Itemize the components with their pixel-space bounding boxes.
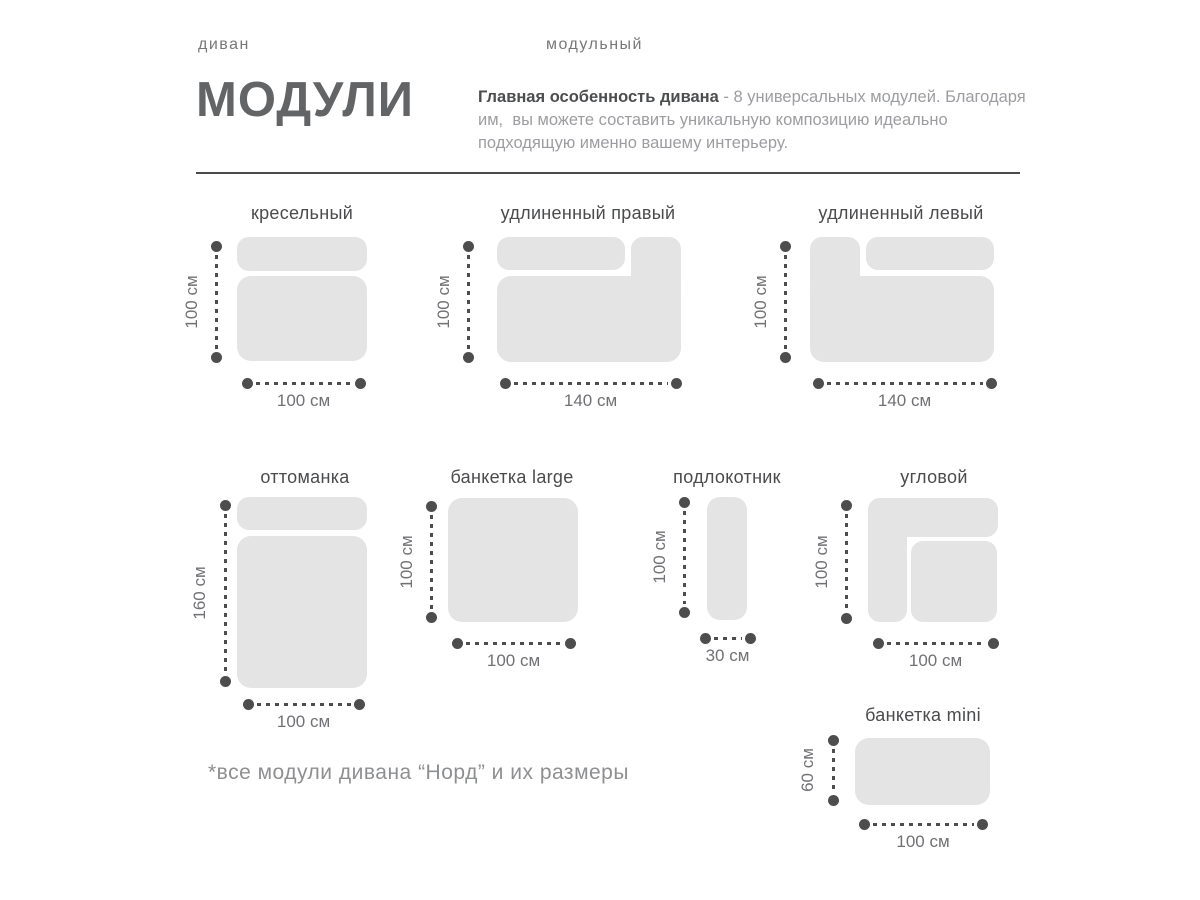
- dimension-dot: [671, 378, 682, 389]
- height-dimension: [797, 735, 839, 806]
- dimension-dot: [463, 352, 474, 363]
- armrest-shape: [707, 497, 747, 620]
- width-dimension: [859, 819, 988, 851]
- width-label: 140 см: [877, 390, 932, 410]
- dimension-dot: [220, 500, 231, 511]
- width-label: 30 см: [705, 645, 750, 665]
- description-text: [478, 86, 1026, 155]
- height-label: 160 см: [189, 566, 209, 620]
- header-word-left: диван: [198, 36, 250, 53]
- dimension-dot: [700, 633, 711, 644]
- dimension-dash-line: [224, 514, 227, 673]
- dimension-dot: [977, 819, 988, 830]
- dimension-dash-line: [256, 382, 352, 385]
- height-label: 100 см: [396, 534, 416, 589]
- width-dimension: [243, 699, 365, 731]
- dimension-dash-line: [467, 255, 470, 349]
- height-dimension: [811, 500, 852, 624]
- width-dimension: [242, 378, 366, 410]
- dimension-dot: [565, 638, 576, 649]
- dimension-dash-line: [430, 515, 433, 609]
- dimension-dot: [220, 676, 231, 687]
- dimension-dot: [354, 699, 365, 710]
- height-label: 100 см: [811, 534, 831, 589]
- dimension-dash-line: [466, 642, 562, 645]
- dimension-dot: [679, 497, 690, 508]
- dimension-dot: [988, 638, 999, 649]
- width-dimension: [873, 638, 999, 670]
- module-title-udlinennyy-levyy: удлиненный левый: [818, 203, 984, 223]
- dimension-dot: [828, 735, 839, 746]
- width-dimension: [500, 378, 682, 410]
- seat-shape: [810, 276, 994, 362]
- seat-shape: [237, 536, 367, 688]
- height-dimension: [189, 500, 231, 687]
- seat-shape: [911, 541, 997, 622]
- description-line1: - 8 универсальных модулей. Благодаря: [718, 88, 1026, 106]
- dimension-dash-line: [784, 255, 787, 349]
- width-label: 100 см: [896, 831, 950, 851]
- height-label: 100 см: [750, 274, 770, 329]
- corner-backrest-side-shape: [868, 498, 907, 622]
- module-title-uglovoy: угловой: [900, 467, 968, 487]
- dimension-dot: [841, 500, 852, 511]
- width-label: 100 см: [486, 650, 541, 670]
- module-title-udlinennyy-pravyy: удлиненный правый: [500, 203, 676, 223]
- dimension-dot: [780, 241, 791, 252]
- description-line2: им, вы можете составить уникальную композицию идеально: [478, 111, 948, 129]
- dimension-dot: [500, 378, 511, 389]
- module-title-banketka-mini: банкетка mini: [865, 705, 981, 725]
- dimension-dash-line: [683, 511, 686, 604]
- dimension-dot: [859, 819, 870, 830]
- width-label: 100 см: [276, 711, 331, 731]
- height-dimension: [181, 241, 222, 363]
- width-dimension: [813, 378, 997, 410]
- width-label: 100 см: [908, 650, 963, 670]
- height-label: 60 см: [797, 748, 817, 792]
- dimension-dash-line: [827, 382, 983, 385]
- height-dimension: [649, 497, 690, 618]
- height-dimension: [396, 501, 437, 623]
- dimension-dot: [211, 241, 222, 252]
- dimension-dash-line: [257, 703, 351, 706]
- page-title: МОДУЛИ: [196, 73, 415, 127]
- width-dimension: [452, 638, 576, 670]
- dimension-dot: [243, 699, 254, 710]
- height-label: 100 см: [181, 274, 201, 329]
- width-dimension: [700, 633, 756, 665]
- header-word-right: модульный: [546, 36, 643, 53]
- dimension-dash-line: [714, 637, 742, 640]
- seat-shape: [237, 276, 367, 361]
- dimension-dot: [355, 378, 366, 389]
- module-title-kreselnyy: кресельный: [250, 203, 354, 223]
- dimension-dot: [828, 795, 839, 806]
- seat-shape: [448, 498, 578, 622]
- dimension-dot: [745, 633, 756, 644]
- divider-line: [196, 172, 1020, 174]
- dimension-dot: [841, 613, 852, 624]
- dimension-dot: [211, 352, 222, 363]
- footnote-text: *все модули дивана “Норд” и их размеры: [208, 761, 629, 784]
- dimension-dash-line: [845, 514, 848, 610]
- dimension-dash-line: [514, 382, 668, 385]
- dimension-dash-line: [215, 255, 218, 349]
- backrest-shape: [497, 237, 625, 270]
- module-title-ottomanka: оттоманка: [260, 467, 350, 487]
- backrest-shape: [866, 237, 994, 270]
- description-bold: Главная особенность дивана: [478, 88, 719, 106]
- backrest-shape: [237, 237, 367, 271]
- dimension-dash-line: [832, 749, 835, 792]
- height-label: 100 см: [649, 530, 669, 584]
- dimension-dot: [463, 241, 474, 252]
- dimension-dot: [780, 352, 791, 363]
- module-title-banketka-large: банкетка large: [450, 467, 574, 487]
- module-title-podlokotnik: подлокотник: [673, 467, 781, 487]
- dimension-dot: [986, 378, 997, 389]
- height-label: 100 см: [433, 274, 453, 329]
- backrest-shape: [237, 497, 367, 530]
- dimension-dot: [426, 501, 437, 512]
- width-label: 100 см: [276, 390, 331, 410]
- seat-shape: [855, 738, 990, 805]
- height-dimension: [433, 241, 474, 363]
- dimension-dot: [679, 607, 690, 618]
- dimension-dot: [426, 612, 437, 623]
- dimension-dash-line: [873, 823, 974, 826]
- dimension-dot: [242, 378, 253, 389]
- description-line3: подходящую именно вашему интерьеру.: [478, 134, 789, 152]
- seat-shape: [497, 276, 681, 362]
- width-label: 140 см: [563, 390, 618, 410]
- dimension-dot: [452, 638, 463, 649]
- height-dimension: [750, 241, 791, 363]
- dimension-dot: [873, 638, 884, 649]
- dimension-dash-line: [887, 642, 985, 645]
- dimension-dot: [813, 378, 824, 389]
